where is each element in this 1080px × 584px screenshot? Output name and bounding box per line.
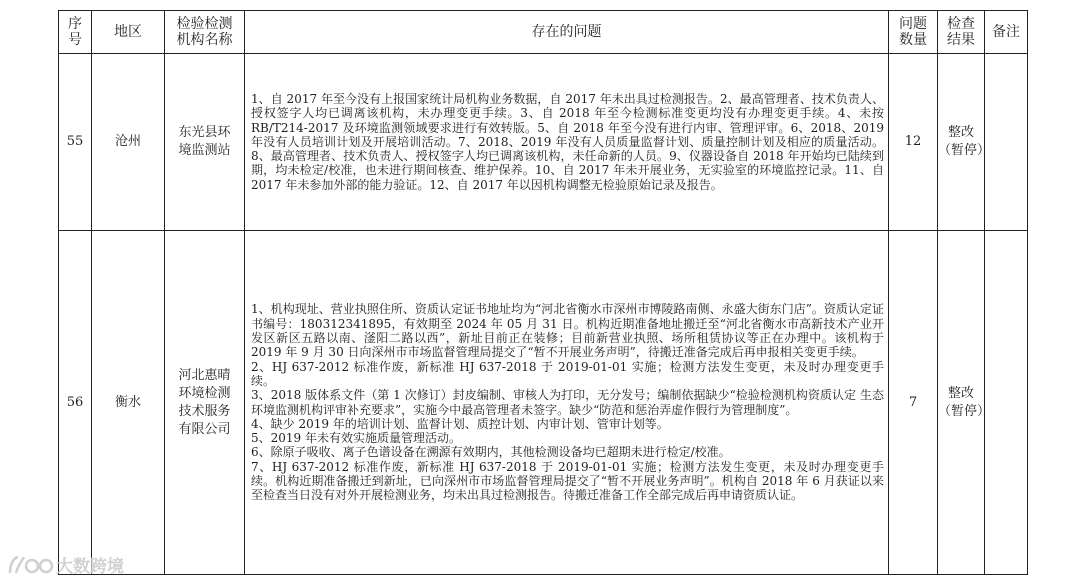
- issue-item: 3、2018 版体系文件（第 1 次修订）封皮编制、审核人为打印，无分发号；编制依据缺少“检验检测机构资质认定 生态环境监测机构评审补充要求”，实施今中最高管理者未签字。缺少“防范和惩治弄虚作假行为管理制度”。: [251, 388, 884, 417]
- cell-issues: [245, 231, 889, 575]
- inspection-table: [58, 10, 1028, 575]
- cell-count: 7: [889, 231, 938, 575]
- table-row: [59, 231, 1028, 575]
- header-seq: 序号: [59, 11, 92, 54]
- cell-issues: 1、自 2017 年至今没有上报国家统计局机构业务数据，自 2017 年未出具过检测报告。2、最高管理者、技术负责人、授权签字人均已调离该机构，未办理变更手续。3、自 2018 年至今检测标准变更均没有办理变更手续。4、未按 RB/T214-2017 及环境监测领域要求进行有效转版。5、自 2018 年至今没有进行内审、管理评审。6、2018、2019 年没有人员培训计划及开展培训活动。7、2018、2019 年没有人员质量监督计划、质量控制计划及相应的质量活动。8、最高管理者、技术负责人、授权签字人均已调离该机构，未任命新的人员。9、仪器设备自 2018 年开始均已陆续到期，均未检定/校准，也未进行期间核查、维护保养。10、自 2017 年未开展业务，无实验室的环境监控记录。11、自 2017 年未参加外部的能力验证。12、自 2017 年以因机构调整无检验原始记录及报告。: [245, 54, 889, 231]
- cell-result: [938, 54, 991, 231]
- cell-seq: 55: [59, 54, 92, 231]
- table-row: [59, 54, 1028, 231]
- result-status: 整改: [947, 125, 974, 140]
- issue-item: 5、2019 年未有效实施质量管理活动。: [251, 431, 461, 446]
- header-note: 备注: [985, 11, 1028, 54]
- cell-result: [938, 231, 991, 575]
- result-detail: （暂停）: [938, 403, 991, 419]
- watermark-text: 大数跨境: [56, 557, 124, 577]
- cell-seq: 56: [59, 231, 92, 575]
- cell-note: [985, 54, 1028, 231]
- issue-item: 7、HJ 637-2012 标准作废，新标准 HJ 637-2018 于 2019-01-01 实施；检测方法发生变更，未及时办理变更手续。机构近期准备搬迁到新址，已向深州市市场监督管理局提交了“暂不开展业务声明”。机构自 2018 年 6 月获证以来至检查当日没有对外开展检测业务，均未出具过检测报告。待搬迁准备工作全部完成后再申请资质认证。: [251, 459, 884, 503]
- header-row: [59, 11, 1028, 54]
- result-status: 整改: [947, 385, 974, 401]
- header-issues: 存在的问题: [245, 11, 889, 54]
- header-count: 问题数量: [889, 11, 938, 54]
- cell-org: 东光县环境监测站: [165, 54, 245, 231]
- cell-region: 衡水: [92, 231, 165, 575]
- issue-item: 2、HJ 637-2012 标准作废，新标准 HJ 637-2018 于 2019-01-01 实施；检测方法发生变更，未及时办理变更手续。: [251, 359, 884, 388]
- cell-note: [985, 231, 1028, 575]
- cell-region: 沧州: [92, 54, 165, 231]
- watermark-logo-icon: [6, 553, 54, 577]
- cell-count: 12: [889, 54, 938, 231]
- cell-org: 河北惠晴环境检测技术服务有限公司: [165, 231, 245, 575]
- header-result: 检查结果: [938, 11, 985, 54]
- header-org: 检验检测机构名称: [165, 11, 245, 54]
- header-region: 地区: [92, 11, 165, 54]
- watermark: [6, 552, 124, 577]
- issue-item: 6、除原子吸收、离子色谱设备在溯源有效期内，其他检测设备均已超期未进行检定/校准。: [251, 445, 731, 460]
- issue-item: 4、缺少 2019 年的培训计划、监督计划、质控计划、内审计划、管审计划等。: [251, 416, 669, 431]
- issue-item: 1、机构现址、营业执照住所、资质认定证书地址均为“河北省衡水市深州市博陵路南侧、永盛大街东门店”。资质认定证书编号：180312341895，有效期至 2024 年 05 月 31 日。机构近期准备地址搬迁至“河北省衡水市高新技术产业开发区新区五路以南、滏阳二路以西”，新址目前正在装修；目前新营业执照、场所租赁协议等正在办理中。该机构于 2019 年 9 月 30 日向深州市市场监督管理局提交了“暂不开展业务声明”，待搬迁准备完成后再申报相关变更手续。: [251, 302, 884, 360]
- result-detail: （暂停）: [938, 143, 991, 158]
